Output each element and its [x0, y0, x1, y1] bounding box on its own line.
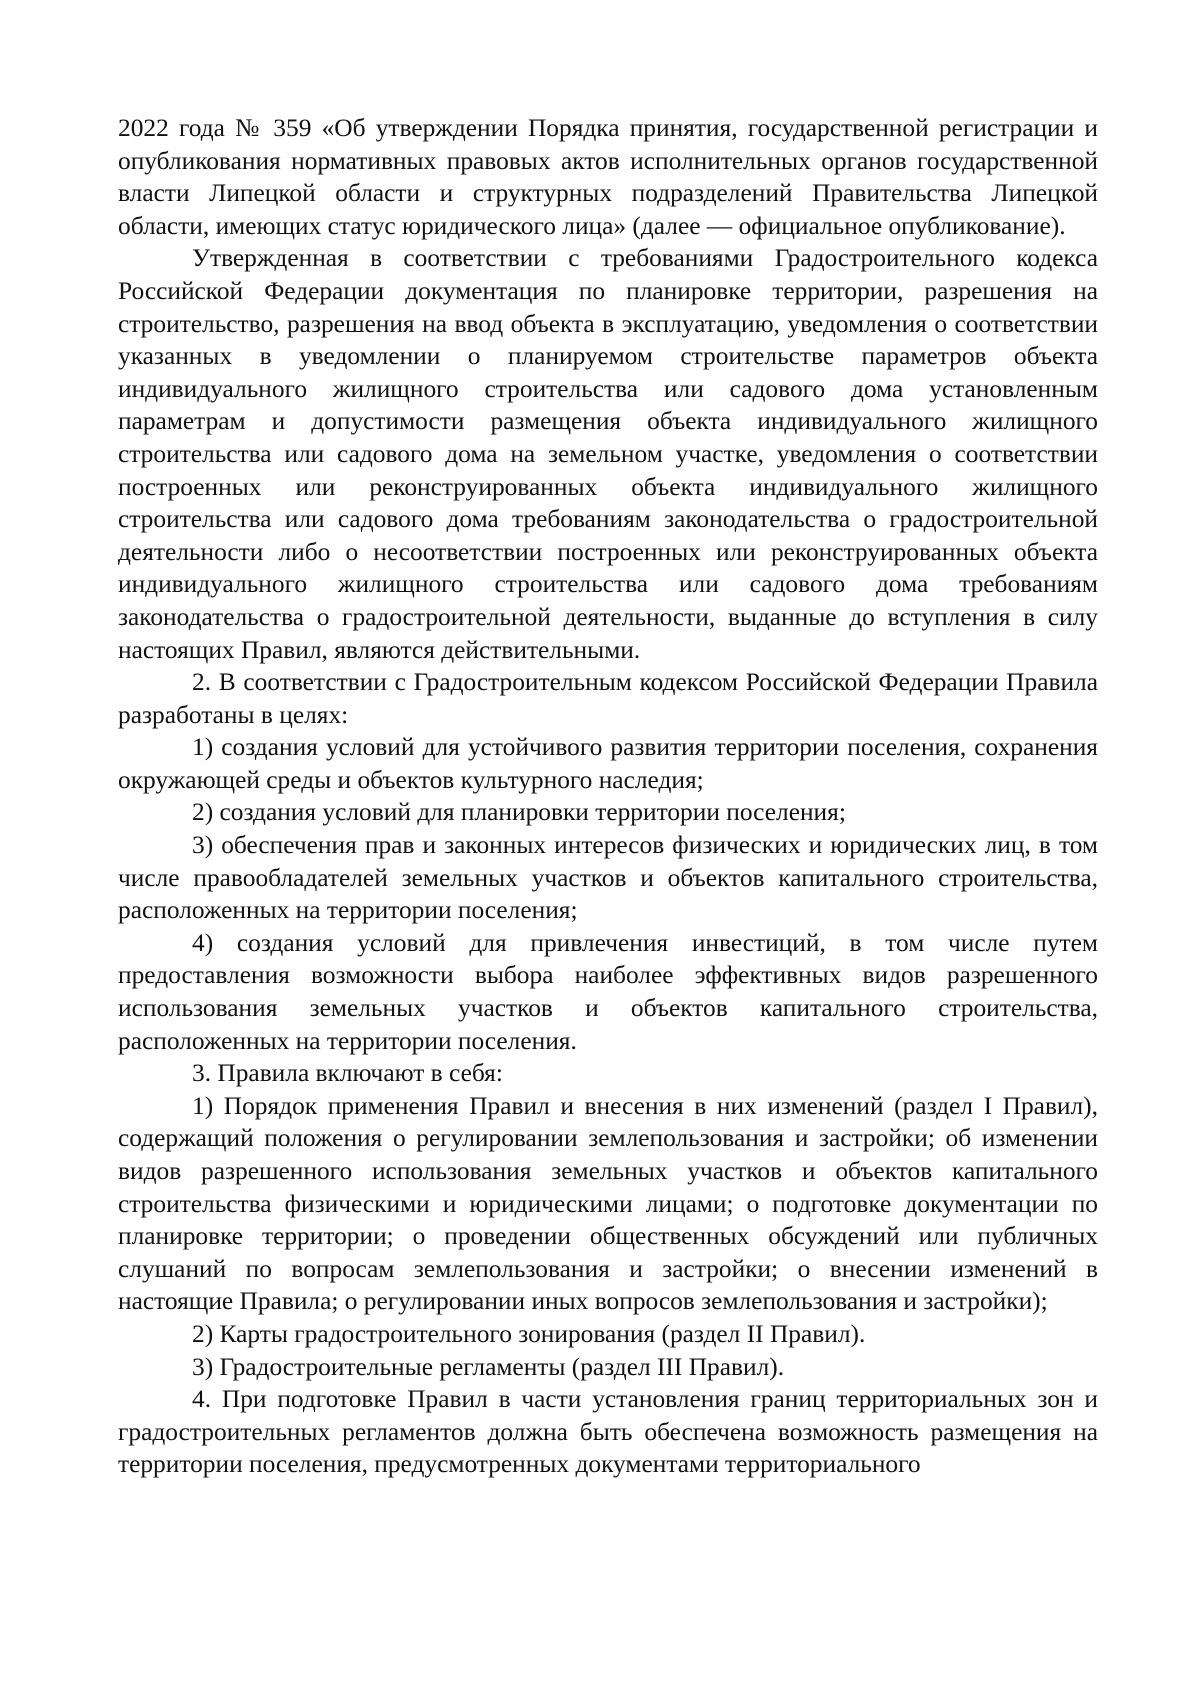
paragraph-item-2-goals: 2. В соответствии с Градостроительным кодексом Российской Федерации Правила разработаны в целях:: [118, 668, 1098, 729]
document-page: [118, 112, 1098, 1481]
paragraph-contents-3: 3) Градостроительные регламенты (раздел III Правил).: [192, 1352, 785, 1381]
paragraph-publication-reference: 2022 года № 359 «Об утверждении Порядка принятия, государственной регистрации и опубликования нормативных правовых актов исполнительных органов государственной власти Липецкой области и структурных подразделений Правительства Липецкой области, имеющих статус юридического лица» (далее — официальное опубликование).: [118, 114, 1098, 240]
paragraph-contents-2: 2) Карты градостроительного зонирования (раздел II Правил).: [192, 1319, 866, 1348]
paragraph-goal-1: 1) создания условий для устойчивого развития территории поселения, сохранения окружающей среды и объектов культурного наследия;: [118, 733, 1098, 794]
paragraph-goal-3: 3) обеспечения прав и законных интересов физических и юридических лиц, в том числе правообладателей земельных участков и объектов капитального строительства, расположенных на территории поселения;: [118, 831, 1098, 925]
paragraph-approved-documentation: Утвержденная в соответствии с требованиями Градостроительного кодекса Российской Федерации документация по планировке территории, разрешения на строительство, разрешения на ввод объекта в эксплуатацию, уведомления о соответствии указанных в уведомлении о планируемом строительстве параметров объекта индивидуального жилищного строительства или садового дома установленным параметрам и допустимости размещения объекта индивидуального жилищного строительства или садового дома на земельном участке, уведомления о соответствии построенных или реконструированных объекта индивидуального жилищного строительства или садового дома требованиям законодательства о градостроительной деятельности либо о несоответствии построенных или реконструированных объекта индивидуального жилищного строительства или садового дома требованиям законодательства о градостроительной деятельности, выданные до вступления в силу настоящих Правил, являются действительными.: [118, 244, 1098, 664]
paragraph-item-3-contents: 3. Правила включают в себя:: [192, 1059, 503, 1088]
paragraph-goal-4: 4) создания условий для привлечения инвестиций, в том числе путем предоставления возможности выбора наиболее эффективных видов разрешенного использования земельных участков и объектов капитального строительства, расположенных на территории поселения.: [118, 928, 1098, 1055]
paragraph-goal-2: 2) создания условий для планировки территории поселения;: [192, 798, 846, 827]
paragraph-item-4: 4. При подготовке Правил в части установления границ территориальных зон и градостроительных регламентов должна быть обеспечена возможность размещения на территории поселения, предусмотренных документами территориального: [118, 1385, 1098, 1479]
paragraph-contents-1: 1) Порядок применения Правил и внесения в них изменений (раздел I Правил), содержащий положения о регулировании землепользования и застройки; об изменении видов разрешенного использования земельных участков и объектов капитального строительства физическими и юридическими лицами; о подготовке документации по планировке территории; о проведении общественных обсуждений или публичных слушаний по вопросам землепользования и застройки; о внесении изменений в настоящие Правила; о регулировании иных вопросов землепользования и застройки);: [118, 1091, 1098, 1316]
